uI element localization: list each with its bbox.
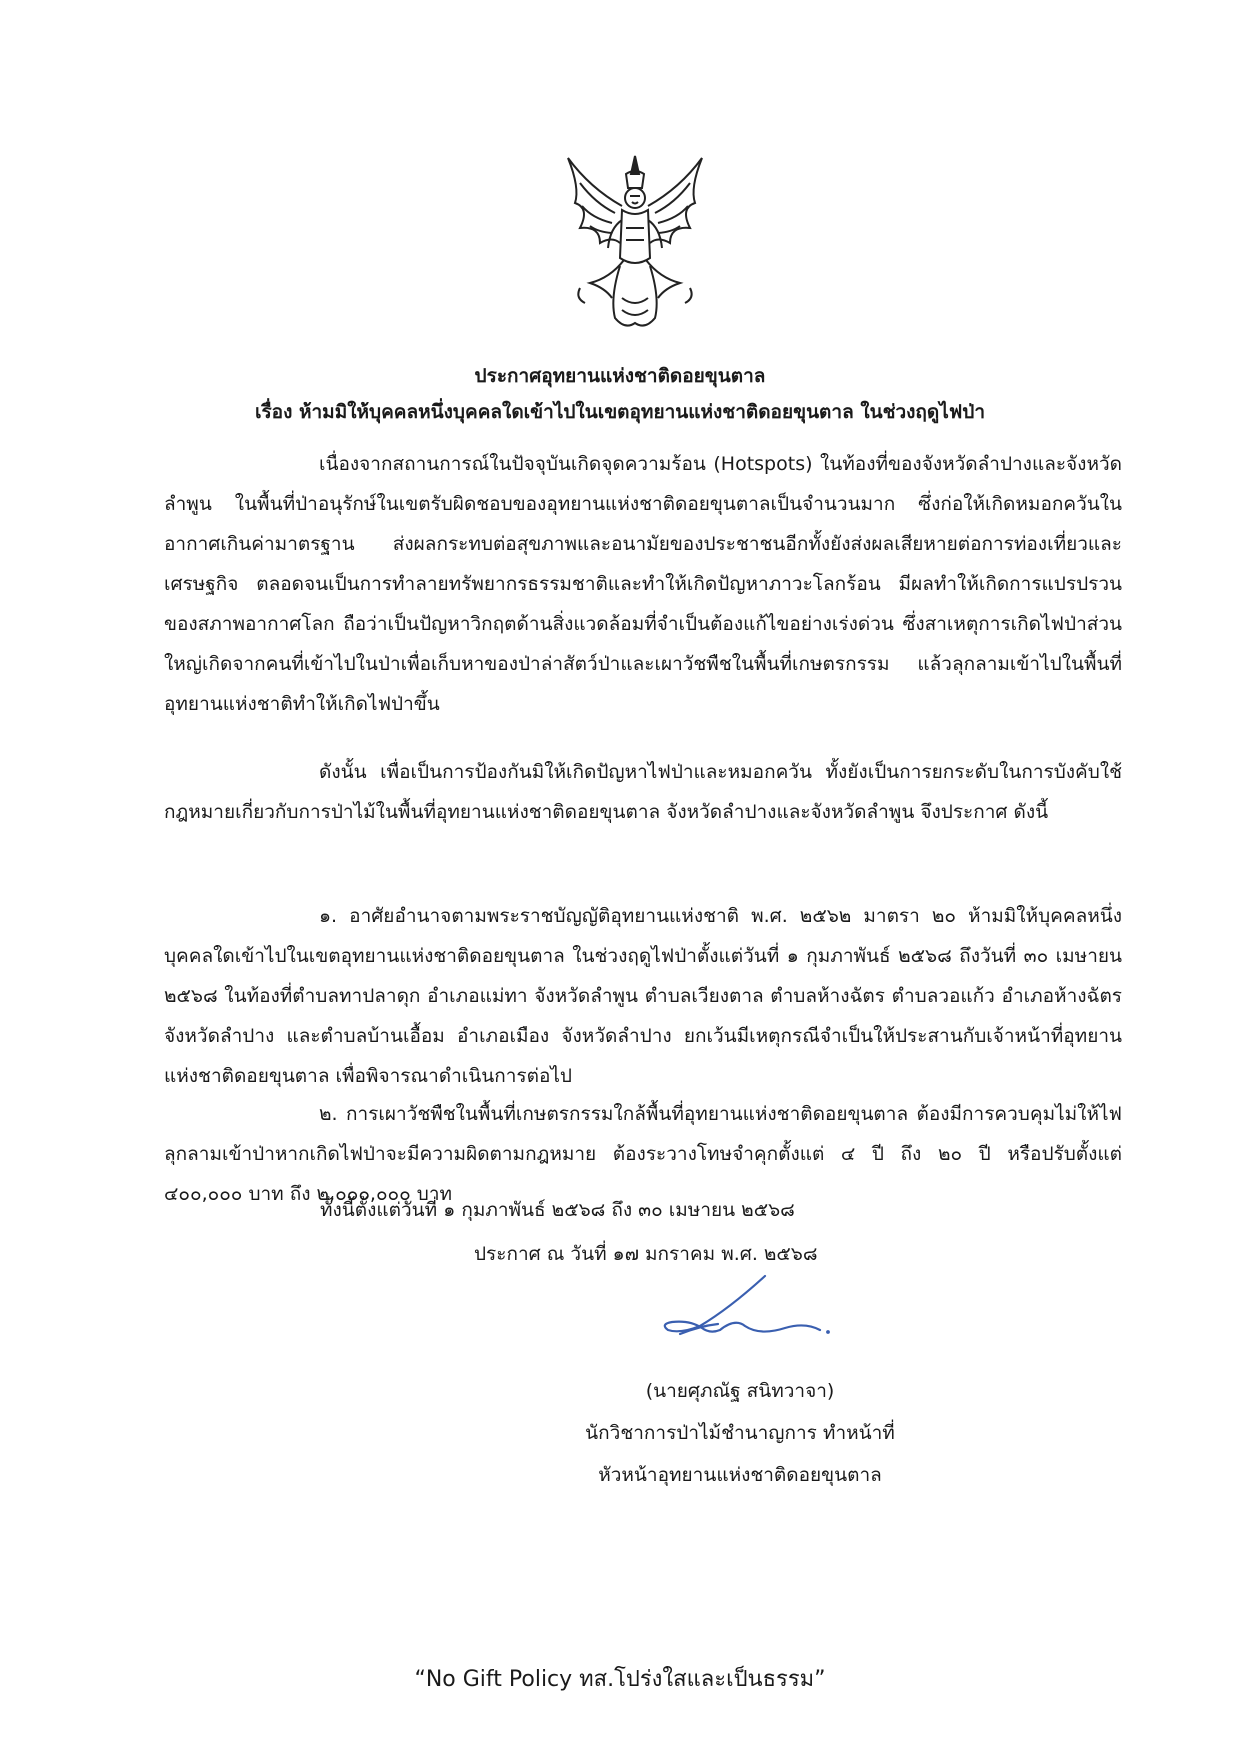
paragraph-background: เนื่องจากสถานการณ์ในปัจจุบันเกิดจุดความร้อน (Hotspots) ในท้องที่ของจังหวัดลำปางและจังหวัดลำพูน ในพื้นที่ป่าอนุรักษ์ในเขตรับผิดชอบของอุทยานแห่งชาติดอยขุนตาลเป็นจำนวนมาก ซึ่งก่อให้เกิดหมอกควันในอากาศเกินค่ามาตรฐาน ส่งผลกระทบต่อสุขภาพและอนามัยของประชาชนอีกทั้งยังส่งผลเสียหายต่อการท่องเที่ยวและเศรษฐกิจ ตลอดจนเป็นการทำลายทรัพยากรธรรมชาติและทำให้เกิดปัญหาภาวะโลกร้อน มีผลทำให้เกิดการแปรปรวนของสภาพอากาศโลก ถือว่าเป็นปัญหาวิกฤตด้านสิ่งแวดล้อมที่จำเป็นต้องแก้ไขอย่างเร่งด่วน ซึ่งสาเหตุการเกิดไฟป่าส่วนใหญ่เกิดจากคนที่เข้าไปในป่าเพื่อเก็บหาของป่าล่าสัตว์ป่าและเผาวัชพืชในพื้นที่เกษตรกรรม แล้วลุกลามเข้าไปในพื้นที่อุทยานแห่งชาติทำให้เกิดไฟป่าขึ้น — [164, 453, 1122, 715]
signer-position: นักวิชาการป่าไม้ชำนาญการ ทำหน้าที่ — [585, 1422, 895, 1444]
effective-period: ทั้งนี้ตั้งแต่วันที่ ๑ กุมภาพันธ์ ๒๕๖๘ ถึง ๓๐ เมษายน ๒๕๖๘ — [320, 1199, 795, 1221]
signer-name: (นายศุภณัฐ สนิทวาจา) — [645, 1380, 835, 1402]
signer-role: หัวหน้าอุทยานแห่งชาติดอยขุนตาล — [598, 1464, 882, 1486]
paragraph-clause-2: ๒. การเผาวัชพืชในพื้นที่เกษตรกรรมใกล้พื้นที่อุทยานแห่งชาติดอยขุนตาล ต้องมีการควบคุมไม่ให้ไฟลุกลามเข้าป่าหากเกิดไฟป่าจะมีความผิดตามกฎหมาย ต้องระวางโทษจำคุกตั้งแต่ ๔ ปี ถึง ๒๐ ปี หรือปรับตั้งแต่ ๔๐๐,๐๐๐ บาท ถึง ๒,๐๐๐,๐๐๐ บาท — [164, 1103, 1122, 1205]
garuda-emblem-icon — [560, 148, 710, 338]
document-title: ประกาศอุทยานแห่งชาติดอยขุนตาล — [474, 365, 766, 387]
signature-image — [640, 1268, 840, 1358]
paragraph-clause-1: ๑. อาศัยอำนาจตามพระราชบัญญัติอุทยานแห่งชาติ พ.ศ. ๒๕๖๒ มาตรา ๒๐ ห้ามมิให้บุคคลหนึ่งบุคคลใดเข้าไปในเขตอุทยานแห่งชาติดอยขุนตาล ในช่วงฤดูไฟป่าตั้งแต่วันที่ ๑ กุมภาพันธ์ ๒๕๖๘ ถึงวันที่ ๓๐ เมษายน ๒๕๖๘ ในท้องที่ตำบลทาปลาดุก อำเภอแม่ทา จังหวัดลำพูน ตำบลเวียงตาล ตำบลห้างฉัตร ตำบลวอแก้ว อำเภอห้างฉัตร จังหวัดลำปาง และตำบลบ้านเอื้อม อำเภอเมือง จังหวัดลำปาง ยกเว้นมีเหตุกรณีจำเป็นให้ประสานกับเจ้าหน้าที่อุทยานแห่งชาติดอยขุนตาล เพื่อพิจารณาดำเนินการต่อไป — [164, 905, 1122, 1087]
footer-slogan: “No Gift Policy ทส.โปร่งใสและเป็นธรรม” — [414, 1667, 826, 1692]
document-subject: เรื่อง ห้ามมิให้บุคคลหนึ่งบุคคลใดเข้าไปในเขตอุทยานแห่งชาติดอยขุนตาล ในช่วงฤดูไฟป่า — [254, 401, 986, 423]
signer-block — [560, 1370, 920, 1496]
announce-date: ประกาศ ณ วันที่ ๑๗ มกราคม พ.ศ. ๒๕๖๘ — [474, 1243, 818, 1265]
paragraph-announcement-intro: ดังนั้น เพื่อเป็นการป้องกันมิให้เกิดปัญหาไฟป่าและหมอกควัน ทั้งยังเป็นการยกระดับในการบังคับใช้กฎหมายเกี่ยวกับการป่าไม้ในพื้นที่อุทยานแห่งชาติดอยขุนตาล จังหวัดลำปางและจังหวัดลำพูน จึงประกาศ ดังนี้ — [164, 761, 1122, 823]
